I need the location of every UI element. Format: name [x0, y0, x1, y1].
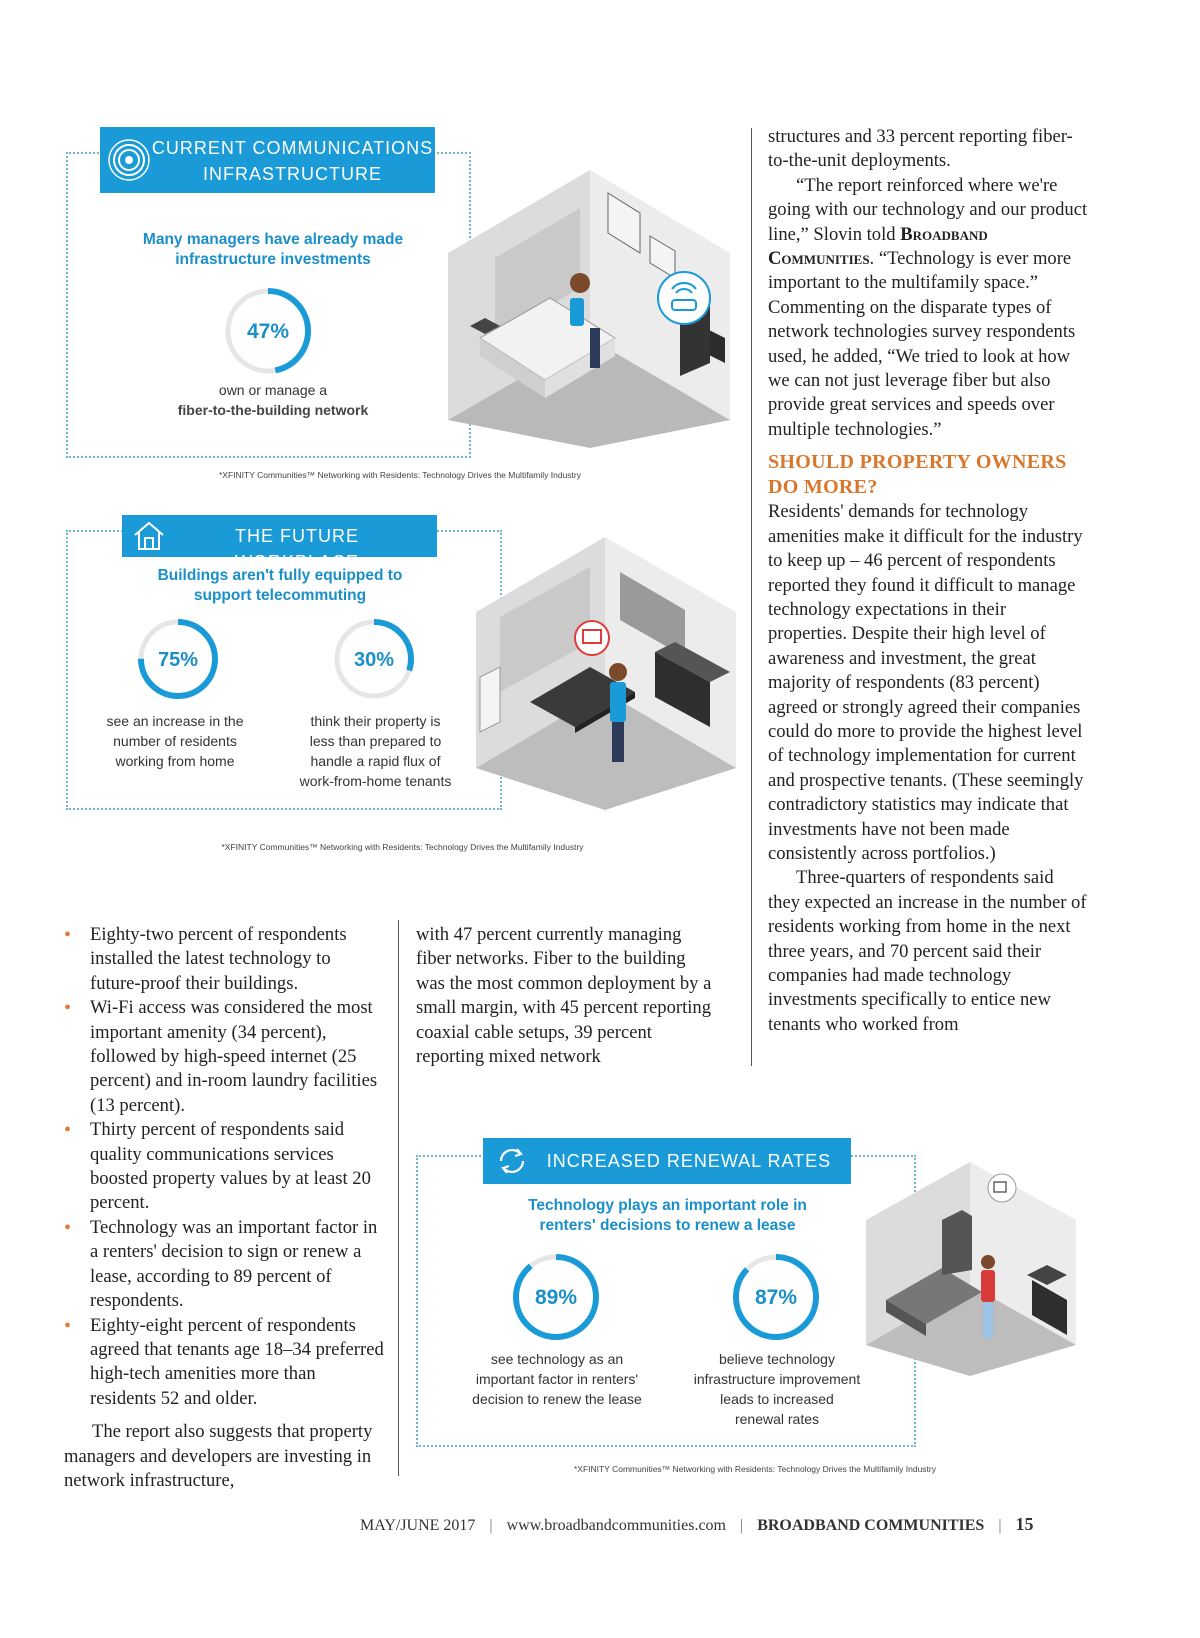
paragraph: structures and 33 percent reporting fiber-to-the-unit deployments.	[768, 126, 1073, 172]
desc-line: think their property is	[310, 713, 441, 729]
workplace-subtitle	[130, 566, 430, 606]
desc-line: leads to increased	[720, 1391, 834, 1407]
workplace-desc-2	[278, 711, 473, 791]
page-footer	[360, 1514, 1140, 1535]
footer-separator: |	[739, 1517, 744, 1534]
website-link[interactable]: www.broadbandcommunities.com	[506, 1517, 726, 1534]
subtitle-line: Buildings aren't fully equipped to	[157, 567, 403, 584]
text-span: “The report reinforced where we're going with our technology and our product line,” Slovin told	[768, 174, 1088, 245]
banner-line-2: INFRASTRUCTURE	[203, 164, 382, 184]
subtitle-line: renters' decisions to renew a lease	[539, 1217, 796, 1234]
stat-ring-75	[136, 617, 220, 701]
refresh-icon	[495, 1144, 529, 1178]
desc-line: number of residents	[113, 733, 237, 749]
infrastructure-subtitle	[110, 230, 436, 270]
paragraph: with 47 percent currently managing fiber networks. Fiber to the building was the most common deployment by a small margin, with 45 percent reporting coaxial cable setups, 39 percent reporting mixed network	[416, 924, 712, 1068]
text-span: . “Technology is ever more important to the multifamily space.” Commenting on the disparate types of network technologies survey respondents used, he added, “We tried to look at how we can not just leverage fiber but also provide great services and speeds over multiple technologies.”	[768, 248, 1076, 440]
desc-line: see an increase in the	[106, 713, 244, 729]
list-item: • Eighty-two percent of respondents installed the latest technology to future-proof their buildings.	[64, 923, 384, 996]
paragraph: The report also suggests that property managers and developers are investing in network infrastructure,	[64, 1421, 373, 1491]
section-heading: SHOULD PROPERTY OWNERS DO MORE?	[768, 451, 1067, 499]
footer-separator: |	[998, 1517, 1002, 1534]
stat-ring-89	[510, 1251, 602, 1343]
footer-separator: |	[489, 1517, 493, 1534]
renewal-desc-1	[448, 1349, 666, 1409]
workplace-desc-1	[90, 711, 260, 771]
desc-line: work-from-home tenants	[299, 773, 452, 789]
source-note: *XFINITY Communities™ Networking with Residents: Technology Drives the Multifamily Industry	[573, 1464, 936, 1474]
paragraph: Residents' demands for technology amenities make it difficult for the industry to keep up – 46 percent of respondents reported they found it difficult to manage technology expectations in their properties. Despite their high level of awareness and investment, the great majority of respondents (83 percent) agreed or strongly agreed their companies could do more to provide the highest level of technology implementation for current and prospective tenants. (These seemingly contradictory statistics may indicate that investments have not been made consistently across portfolios.)	[768, 501, 1084, 864]
bedroom-laundry-illustration	[862, 1160, 1082, 1378]
stat-ring-30	[332, 617, 416, 701]
list-item: • Eighty-eight percent of respondents agreed that tenants age 18–34 preferred high-tech amenities more than residents 52 and older.	[64, 1314, 384, 1412]
workplace-banner	[122, 515, 437, 572]
column-2	[416, 923, 716, 1069]
signal-broadcast-icon	[108, 139, 150, 181]
stat-value: 47%	[246, 320, 290, 343]
banner-text: THE FUTURE WORKPLACE	[234, 526, 360, 572]
home-office-illustration	[470, 532, 742, 812]
desc-line: decision to renew the lease	[472, 1391, 642, 1407]
house-icon	[132, 519, 166, 553]
list-item: • Thirty percent of respondents said quality communications services boosted property values by at least 20 percent.	[64, 1118, 384, 1216]
renewal-desc-2	[668, 1349, 886, 1429]
publication-name: BROADBAND COMMUNITIES	[757, 1517, 985, 1534]
desc-line: believe technology	[719, 1351, 835, 1367]
subtitle-line: Many managers have already made	[142, 231, 404, 248]
renewal-banner	[483, 1138, 851, 1184]
infrastructure-desc	[130, 380, 416, 420]
column-divider	[398, 920, 399, 1476]
subtitle-line: infrastructure investments	[175, 251, 371, 268]
stat-value: 75%	[157, 649, 199, 671]
bedroom-with-router-illustration	[440, 148, 740, 448]
list-item: • Wi-Fi access was considered the most important amenity (34 percent), followed by high-speed internet (25 percent) and in-room laundry facilities (13 percent).	[64, 996, 384, 1118]
subtitle-line: support telecommuting	[193, 587, 367, 604]
paragraph: Three-quarters of respondents said they expected an increase in the number of residents working from home in the next three years, and 70 percent said their companies had made technology investments specifically to entice new tenants who worked from	[768, 867, 1087, 1035]
stat-ring-47	[222, 285, 314, 377]
subtitle-line: Technology plays an important role in	[528, 1197, 807, 1214]
column-3	[768, 125, 1088, 1037]
desc-line: see technology as an	[490, 1351, 624, 1367]
column-divider	[751, 128, 752, 1066]
source-note: *XFINITY Communities™ Networking with Residents: Technology Drives the Multifamily Industry	[221, 842, 584, 852]
stat-value: 87%	[754, 1286, 798, 1309]
banner-line-1: CURRENT COMMUNICATIONS	[151, 138, 434, 158]
column-1	[64, 923, 384, 1493]
desc-line: own or manage a	[218, 382, 328, 398]
paragraph	[768, 174, 1088, 442]
desc-line: renewal rates	[734, 1411, 820, 1427]
banner-text: INCREASED RENEWAL RATES	[546, 1151, 832, 1171]
stat-value: 89%	[534, 1286, 578, 1309]
list-item: • Technology was an important factor in a renters' decision to sign or renew a lease, according to 89 percent of respondents.	[64, 1216, 384, 1314]
stat-value: 30%	[353, 649, 395, 671]
desc-line: important factor in renters'	[475, 1371, 639, 1387]
findings-list	[64, 923, 384, 1411]
renewal-subtitle	[490, 1196, 845, 1236]
desc-line: working from home	[115, 753, 235, 769]
page-number: 15	[1015, 1514, 1034, 1534]
desc-line: fiber-to-the-building network	[177, 402, 369, 418]
source-note: *XFINITY Communities™ Networking with Residents: Technology Drives the Multifamily Industry	[218, 470, 581, 480]
desc-line: less than prepared to	[309, 733, 442, 749]
desc-line: infrastructure improvement	[693, 1371, 861, 1387]
publication-name: Broadband Communities	[768, 223, 988, 270]
issue-date: MAY/JUNE 2017	[360, 1517, 476, 1534]
desc-line: handle a rapid flux of	[310, 753, 441, 769]
stat-ring-87	[730, 1251, 822, 1343]
infrastructure-banner	[100, 127, 435, 193]
